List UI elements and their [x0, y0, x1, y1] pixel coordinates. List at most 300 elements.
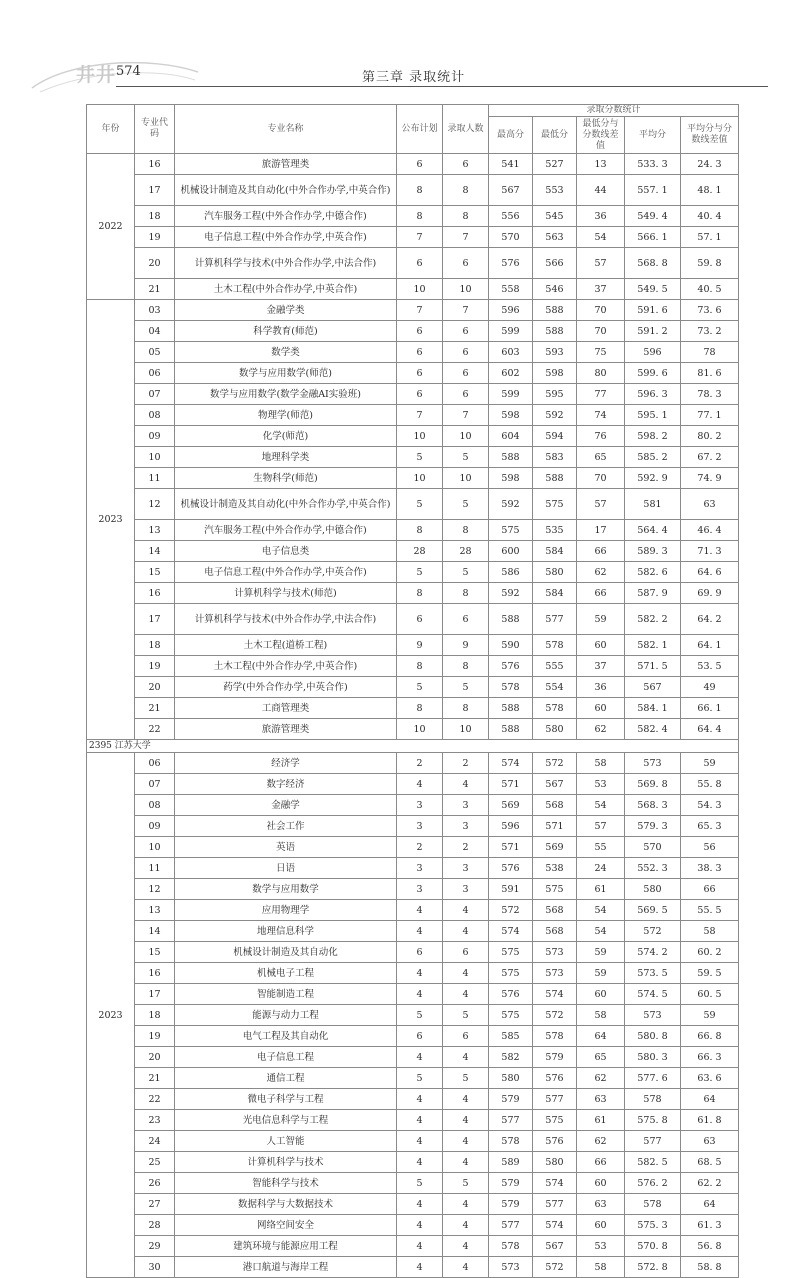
- min-diff-cell: 54: [577, 900, 625, 921]
- avg-diff-cell: 64: [681, 1194, 739, 1215]
- plan-cell: 4: [397, 1152, 443, 1173]
- major-name-cell: 数据科学与大数据技术: [175, 1194, 397, 1215]
- min-score-cell: 572: [533, 1005, 577, 1026]
- avg-score-cell: 576. 2: [625, 1173, 681, 1194]
- min-score-cell: 598: [533, 363, 577, 384]
- chapter-title: 第三章 录取统计: [362, 70, 466, 85]
- major-name-cell: 社会工作: [175, 816, 397, 837]
- avg-score-cell: 552. 3: [625, 858, 681, 879]
- min-diff-cell: 54: [577, 921, 625, 942]
- avg-diff-cell: 66. 8: [681, 1026, 739, 1047]
- table-row: [87, 447, 739, 468]
- major-name-cell: 智能制造工程: [175, 984, 397, 1005]
- avg-diff-cell: 58. 8: [681, 1257, 739, 1278]
- max-score-cell: 579: [489, 1089, 533, 1110]
- admit-cell: 7: [443, 300, 489, 321]
- avg-diff-cell: 61. 3: [681, 1215, 739, 1236]
- admit-cell: 5: [443, 447, 489, 468]
- admit-cell: 6: [443, 154, 489, 175]
- major-name-cell: 电子信息工程(中外合作办学,中英合作): [175, 562, 397, 583]
- plan-cell: 4: [397, 963, 443, 984]
- admit-cell: 6: [443, 248, 489, 279]
- admit-cell: 6: [443, 384, 489, 405]
- avg-diff-cell: 49: [681, 677, 739, 698]
- avg-diff-cell: 64. 1: [681, 635, 739, 656]
- header-score-group: 录取分数统计: [489, 105, 739, 117]
- code-cell: 10: [135, 837, 175, 858]
- major-name-cell: 网络空间安全: [175, 1215, 397, 1236]
- max-score-cell: 600: [489, 541, 533, 562]
- max-score-cell: 569: [489, 795, 533, 816]
- admit-cell: 4: [443, 1152, 489, 1173]
- min-diff-cell: 64: [577, 1026, 625, 1047]
- max-score-cell: 589: [489, 1152, 533, 1173]
- admit-cell: 10: [443, 468, 489, 489]
- avg-diff-cell: 55. 8: [681, 774, 739, 795]
- code-cell: 13: [135, 900, 175, 921]
- header-avg: 平均分: [625, 117, 681, 154]
- avg-diff-cell: 59: [681, 1005, 739, 1026]
- admit-cell: 6: [443, 363, 489, 384]
- table-row: [87, 921, 739, 942]
- admit-cell: 4: [443, 963, 489, 984]
- min-diff-cell: 66: [577, 1152, 625, 1173]
- max-score-cell: 579: [489, 1173, 533, 1194]
- code-cell: 23: [135, 1110, 175, 1131]
- admit-cell: 4: [443, 1110, 489, 1131]
- max-score-cell: 577: [489, 1110, 533, 1131]
- major-name-cell: 土木工程(道桥工程): [175, 635, 397, 656]
- major-name-cell: 机械设计制造及其自动化: [175, 942, 397, 963]
- avg-diff-cell: 40. 5: [681, 279, 739, 300]
- min-score-cell: 588: [533, 468, 577, 489]
- table-row: [87, 405, 739, 426]
- table-row: [87, 604, 739, 635]
- major-name-cell: 化学(师范): [175, 426, 397, 447]
- min-diff-cell: 60: [577, 635, 625, 656]
- code-cell: 03: [135, 300, 175, 321]
- avg-score-cell: 568. 3: [625, 795, 681, 816]
- avg-score-cell: 582. 2: [625, 604, 681, 635]
- publisher-logo: 井井: [76, 64, 117, 86]
- code-cell: 22: [135, 719, 175, 740]
- table-row: [87, 795, 739, 816]
- header-admit: 录取人数: [443, 105, 489, 154]
- plan-cell: 8: [397, 656, 443, 677]
- table-row: [87, 321, 739, 342]
- admit-cell: 5: [443, 1068, 489, 1089]
- max-score-cell: 567: [489, 175, 533, 206]
- table-row: [87, 879, 739, 900]
- min-diff-cell: 74: [577, 405, 625, 426]
- code-cell: 19: [135, 227, 175, 248]
- plan-cell: 4: [397, 1131, 443, 1152]
- admit-cell: 2: [443, 837, 489, 858]
- avg-diff-cell: 64. 6: [681, 562, 739, 583]
- avg-score-cell: 549. 4: [625, 206, 681, 227]
- min-diff-cell: 57: [577, 816, 625, 837]
- table-row: [87, 774, 739, 795]
- avg-score-cell: 577. 6: [625, 1068, 681, 1089]
- code-cell: 25: [135, 1152, 175, 1173]
- admit-cell: 8: [443, 656, 489, 677]
- admit-cell: 6: [443, 604, 489, 635]
- major-name-cell: 经济学: [175, 753, 397, 774]
- major-name-cell: 地理科学类: [175, 447, 397, 468]
- major-name-cell: 药学(中外合作办学,中英合作): [175, 677, 397, 698]
- max-score-cell: 578: [489, 1131, 533, 1152]
- min-diff-cell: 60: [577, 1215, 625, 1236]
- plan-cell: 5: [397, 1005, 443, 1026]
- major-name-cell: 数学与应用数学(师范): [175, 363, 397, 384]
- min-score-cell: 577: [533, 1194, 577, 1215]
- plan-cell: 2: [397, 753, 443, 774]
- max-score-cell: 579: [489, 1194, 533, 1215]
- code-cell: 08: [135, 795, 175, 816]
- admit-cell: 5: [443, 489, 489, 520]
- min-diff-cell: 62: [577, 562, 625, 583]
- admit-cell: 4: [443, 1257, 489, 1278]
- code-cell: 11: [135, 858, 175, 879]
- min-diff-cell: 65: [577, 447, 625, 468]
- min-score-cell: 574: [533, 1215, 577, 1236]
- max-score-cell: 541: [489, 154, 533, 175]
- avg-score-cell: 533. 3: [625, 154, 681, 175]
- avg-diff-cell: 56: [681, 837, 739, 858]
- avg-diff-cell: 60. 2: [681, 942, 739, 963]
- min-score-cell: 572: [533, 1257, 577, 1278]
- code-cell: 04: [135, 321, 175, 342]
- avg-diff-cell: 46. 4: [681, 520, 739, 541]
- admit-cell: 4: [443, 1047, 489, 1068]
- table-row: [87, 248, 739, 279]
- avg-score-cell: 570. 8: [625, 1236, 681, 1257]
- plan-cell: 6: [397, 363, 443, 384]
- admit-cell: 8: [443, 520, 489, 541]
- code-cell: 20: [135, 248, 175, 279]
- min-diff-cell: 53: [577, 1236, 625, 1257]
- admit-cell: 4: [443, 1215, 489, 1236]
- code-cell: 17: [135, 175, 175, 206]
- table-row: [87, 1089, 739, 1110]
- avg-score-cell: 598. 2: [625, 426, 681, 447]
- plan-cell: 7: [397, 300, 443, 321]
- table-row: [87, 384, 739, 405]
- code-cell: 20: [135, 1047, 175, 1068]
- admit-cell: 8: [443, 583, 489, 604]
- min-score-cell: 583: [533, 447, 577, 468]
- table-row: [87, 154, 739, 175]
- min-diff-cell: 70: [577, 300, 625, 321]
- max-score-cell: 588: [489, 719, 533, 740]
- min-diff-cell: 13: [577, 154, 625, 175]
- admit-cell: 10: [443, 719, 489, 740]
- table-row: [87, 1068, 739, 1089]
- plan-cell: 5: [397, 562, 443, 583]
- code-cell: 10: [135, 447, 175, 468]
- max-score-cell: 596: [489, 300, 533, 321]
- plan-cell: 8: [397, 698, 443, 719]
- header-max: 最高分: [489, 117, 533, 154]
- plan-cell: 4: [397, 1257, 443, 1278]
- major-name-cell: 生物科学(师范): [175, 468, 397, 489]
- avg-diff-cell: 66. 3: [681, 1047, 739, 1068]
- max-score-cell: 582: [489, 1047, 533, 1068]
- header-avg-diff: 平均分与分数线差值: [681, 117, 739, 154]
- header-min-diff: 最低分与分数线差值: [577, 117, 625, 154]
- table-row: [87, 1194, 739, 1215]
- min-score-cell: 571: [533, 816, 577, 837]
- min-diff-cell: 54: [577, 795, 625, 816]
- max-score-cell: 572: [489, 900, 533, 921]
- header-code: 专业代码: [135, 105, 175, 154]
- plan-cell: 10: [397, 426, 443, 447]
- table-row: [87, 520, 739, 541]
- table-row: [87, 719, 739, 740]
- avg-score-cell: 581: [625, 489, 681, 520]
- max-score-cell: 588: [489, 447, 533, 468]
- avg-score-cell: 582. 5: [625, 1152, 681, 1173]
- min-score-cell: 592: [533, 405, 577, 426]
- major-name-cell: 建筑环境与能源应用工程: [175, 1236, 397, 1257]
- code-cell: 06: [135, 753, 175, 774]
- plan-cell: 4: [397, 774, 443, 795]
- min-score-cell: 574: [533, 1173, 577, 1194]
- min-diff-cell: 60: [577, 1173, 625, 1194]
- plan-cell: 8: [397, 520, 443, 541]
- max-score-cell: 575: [489, 520, 533, 541]
- min-score-cell: 568: [533, 900, 577, 921]
- min-score-cell: 580: [533, 1152, 577, 1173]
- avg-diff-cell: 64. 4: [681, 719, 739, 740]
- header-plan: 公布计划: [397, 105, 443, 154]
- header-year: 年份: [87, 105, 135, 154]
- max-score-cell: 599: [489, 384, 533, 405]
- min-score-cell: 593: [533, 342, 577, 363]
- code-cell: 07: [135, 384, 175, 405]
- plan-cell: 6: [397, 942, 443, 963]
- admit-cell: 8: [443, 175, 489, 206]
- plan-cell: 8: [397, 583, 443, 604]
- major-name-cell: 通信工程: [175, 1068, 397, 1089]
- min-score-cell: 580: [533, 719, 577, 740]
- min-diff-cell: 70: [577, 321, 625, 342]
- max-score-cell: 556: [489, 206, 533, 227]
- avg-score-cell: 599. 6: [625, 363, 681, 384]
- avg-score-cell: 575. 8: [625, 1110, 681, 1131]
- plan-cell: 5: [397, 1173, 443, 1194]
- year-cell: 2023: [87, 753, 135, 1278]
- min-score-cell: 545: [533, 206, 577, 227]
- code-cell: 24: [135, 1131, 175, 1152]
- major-name-cell: 电子信息类: [175, 541, 397, 562]
- table-row: [87, 1047, 739, 1068]
- table-row: [87, 426, 739, 447]
- avg-diff-cell: 61. 8: [681, 1110, 739, 1131]
- max-score-cell: 575: [489, 1005, 533, 1026]
- table-row: [87, 300, 739, 321]
- table-row: [87, 279, 739, 300]
- min-score-cell: 584: [533, 541, 577, 562]
- min-diff-cell: 59: [577, 942, 625, 963]
- plan-cell: 28: [397, 541, 443, 562]
- major-name-cell: 数学与应用数学: [175, 879, 397, 900]
- avg-diff-cell: 59. 5: [681, 963, 739, 984]
- table-row: [87, 489, 739, 520]
- avg-diff-cell: 73. 6: [681, 300, 739, 321]
- avg-score-cell: 573: [625, 1005, 681, 1026]
- major-name-cell: 土木工程(中外合作办学,中英合作): [175, 279, 397, 300]
- admit-cell: 10: [443, 279, 489, 300]
- min-score-cell: 580: [533, 562, 577, 583]
- header-rule: [116, 86, 768, 87]
- min-score-cell: 575: [533, 879, 577, 900]
- code-cell: 09: [135, 426, 175, 447]
- max-score-cell: 575: [489, 942, 533, 963]
- major-name-cell: 电子信息工程(中外合作办学,中英合作): [175, 227, 397, 248]
- avg-score-cell: 574. 5: [625, 984, 681, 1005]
- min-score-cell: 584: [533, 583, 577, 604]
- min-score-cell: 568: [533, 795, 577, 816]
- min-score-cell: 569: [533, 837, 577, 858]
- code-cell: 17: [135, 604, 175, 635]
- major-name-cell: 数学类: [175, 342, 397, 363]
- admit-cell: 5: [443, 562, 489, 583]
- code-cell: 09: [135, 816, 175, 837]
- code-cell: 28: [135, 1215, 175, 1236]
- plan-cell: 6: [397, 248, 443, 279]
- avg-diff-cell: 74. 9: [681, 468, 739, 489]
- avg-diff-cell: 57. 1: [681, 227, 739, 248]
- avg-score-cell: 582. 1: [625, 635, 681, 656]
- max-score-cell: 586: [489, 562, 533, 583]
- min-diff-cell: 66: [577, 541, 625, 562]
- plan-cell: 4: [397, 900, 443, 921]
- max-score-cell: 578: [489, 1236, 533, 1257]
- table-row: [87, 206, 739, 227]
- avg-score-cell: 569. 8: [625, 774, 681, 795]
- min-diff-cell: 54: [577, 227, 625, 248]
- table-row: [87, 1110, 739, 1131]
- avg-score-cell: 584. 1: [625, 698, 681, 719]
- plan-cell: 3: [397, 795, 443, 816]
- plan-cell: 7: [397, 405, 443, 426]
- min-score-cell: 538: [533, 858, 577, 879]
- min-diff-cell: 58: [577, 753, 625, 774]
- min-score-cell: 573: [533, 963, 577, 984]
- min-diff-cell: 24: [577, 858, 625, 879]
- plan-cell: 5: [397, 489, 443, 520]
- max-score-cell: 598: [489, 468, 533, 489]
- avg-diff-cell: 64: [681, 1089, 739, 1110]
- max-score-cell: 592: [489, 583, 533, 604]
- max-score-cell: 575: [489, 963, 533, 984]
- avg-diff-cell: 63: [681, 1131, 739, 1152]
- min-score-cell: 572: [533, 753, 577, 774]
- admit-cell: 4: [443, 774, 489, 795]
- min-diff-cell: 63: [577, 1089, 625, 1110]
- avg-score-cell: 577: [625, 1131, 681, 1152]
- min-diff-cell: 60: [577, 698, 625, 719]
- avg-diff-cell: 62. 2: [681, 1173, 739, 1194]
- avg-diff-cell: 54. 3: [681, 795, 739, 816]
- major-name-cell: 智能科学与技术: [175, 1173, 397, 1194]
- admit-cell: 3: [443, 816, 489, 837]
- avg-score-cell: 573: [625, 753, 681, 774]
- min-score-cell: 588: [533, 300, 577, 321]
- min-diff-cell: 36: [577, 677, 625, 698]
- major-name-cell: 电子信息工程: [175, 1047, 397, 1068]
- min-score-cell: 555: [533, 656, 577, 677]
- avg-score-cell: 570: [625, 837, 681, 858]
- max-score-cell: 599: [489, 321, 533, 342]
- avg-diff-cell: 59: [681, 753, 739, 774]
- avg-score-cell: 596: [625, 342, 681, 363]
- plan-cell: 6: [397, 321, 443, 342]
- plan-cell: 10: [397, 719, 443, 740]
- min-score-cell: 535: [533, 520, 577, 541]
- code-cell: 26: [135, 1173, 175, 1194]
- max-score-cell: 585: [489, 1026, 533, 1047]
- admit-cell: 6: [443, 321, 489, 342]
- admit-cell: 3: [443, 879, 489, 900]
- avg-diff-cell: 56. 8: [681, 1236, 739, 1257]
- plan-cell: 6: [397, 342, 443, 363]
- admit-cell: 10: [443, 426, 489, 447]
- major-name-cell: 金融学: [175, 795, 397, 816]
- min-score-cell: 553: [533, 175, 577, 206]
- table-row: [87, 541, 739, 562]
- min-score-cell: 575: [533, 1110, 577, 1131]
- plan-cell: 5: [397, 677, 443, 698]
- min-score-cell: 563: [533, 227, 577, 248]
- plan-cell: 10: [397, 468, 443, 489]
- min-score-cell: 568: [533, 921, 577, 942]
- avg-score-cell: 587. 9: [625, 583, 681, 604]
- avg-score-cell: 592. 9: [625, 468, 681, 489]
- code-cell: 17: [135, 984, 175, 1005]
- min-score-cell: 576: [533, 1068, 577, 1089]
- page-header: [30, 58, 770, 94]
- avg-diff-cell: 69. 9: [681, 583, 739, 604]
- avg-score-cell: 579. 3: [625, 816, 681, 837]
- plan-cell: 6: [397, 604, 443, 635]
- table-row: [87, 1005, 739, 1026]
- plan-cell: 4: [397, 1047, 443, 1068]
- table-row: [87, 175, 739, 206]
- table-row: [87, 1257, 739, 1278]
- code-cell: 18: [135, 206, 175, 227]
- admit-cell: 6: [443, 942, 489, 963]
- min-diff-cell: 70: [577, 468, 625, 489]
- admit-cell: 7: [443, 405, 489, 426]
- avg-diff-cell: 77. 1: [681, 405, 739, 426]
- plan-cell: 8: [397, 206, 443, 227]
- table-row: [87, 963, 739, 984]
- min-score-cell: 574: [533, 984, 577, 1005]
- section-row: [87, 740, 739, 753]
- code-cell: 12: [135, 879, 175, 900]
- table-row: [87, 468, 739, 489]
- avg-diff-cell: 67. 2: [681, 447, 739, 468]
- min-score-cell: 577: [533, 604, 577, 635]
- min-diff-cell: 58: [577, 1257, 625, 1278]
- code-cell: 15: [135, 562, 175, 583]
- major-name-cell: 科学教育(师范): [175, 321, 397, 342]
- min-diff-cell: 58: [577, 1005, 625, 1026]
- major-name-cell: 物理学(师范): [175, 405, 397, 426]
- plan-cell: 5: [397, 1068, 443, 1089]
